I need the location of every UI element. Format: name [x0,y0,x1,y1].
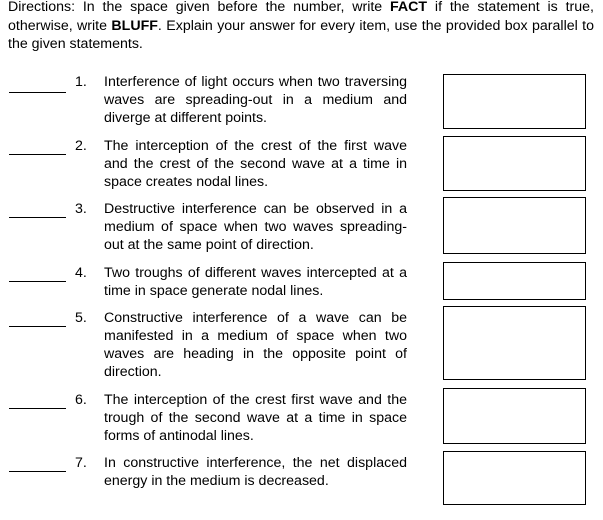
explanation-box-7[interactable] [443,451,586,505]
answer-blank-7[interactable] [9,471,66,472]
explanation-box-4[interactable] [443,262,586,300]
answer-blank-6[interactable] [9,408,66,409]
directions-text-1: Directions: In the space given before the number, write [8,0,391,15]
item-number-7: 7. [75,455,87,471]
explanation-box-1[interactable] [443,74,586,129]
statement-6: The interception of the crest first wave and the trough of the second wave at a time in space forms of antinodal lines. [104,392,407,444]
answer-blank-3[interactable] [9,217,66,218]
item-number-3: 3. [75,201,87,217]
item-number-4: 4. [75,265,87,281]
answer-blank-2[interactable] [9,154,66,155]
explanation-box-3[interactable] [443,197,586,254]
statement-5: Constructive interference of a wave can be manifested in a medium of space when two waves are heading in the opposite point of direction. [104,310,407,380]
statement-4: Two troughs of different waves intercepted at a time in space generate nodal lines. [104,265,407,299]
explanation-box-2[interactable] [443,136,586,191]
answer-blank-4[interactable] [9,281,66,282]
answer-blank-1[interactable] [9,92,66,93]
statement-2: The interception of the crest of the first wave and the crest of the second wave at a time in space creates nodal lines. [104,138,407,190]
item-number-2: 2. [75,138,87,154]
explanation-box-6[interactable] [443,388,586,444]
directions-text-2: if the statement is true, otherwise, write [8,0,594,34]
statement-1: Interference of light occurs when two traversing waves are spreading-out in a medium and diverge at different points. [104,74,407,126]
directions-paragraph [8,0,594,54]
explanation-box-5[interactable] [443,306,586,380]
item-number-1: 1. [75,74,87,90]
answer-blank-5[interactable] [9,326,66,327]
fact-keyword: FACT [390,0,428,15]
statement-7: In constructive interference, the net displaced energy in the medium is decreased. [104,455,407,489]
item-number-5: 5. [75,310,87,326]
bluff-keyword: BLUFF [111,17,158,34]
item-number-6: 6. [75,392,87,408]
statement-3: Destructive interference can be observed in a medium of space when two waves spreading-out at the same point of direction. [104,201,407,253]
directions-text-3: . Explain your answer for every item, use the provided box parallel to the given statements. [8,17,594,52]
